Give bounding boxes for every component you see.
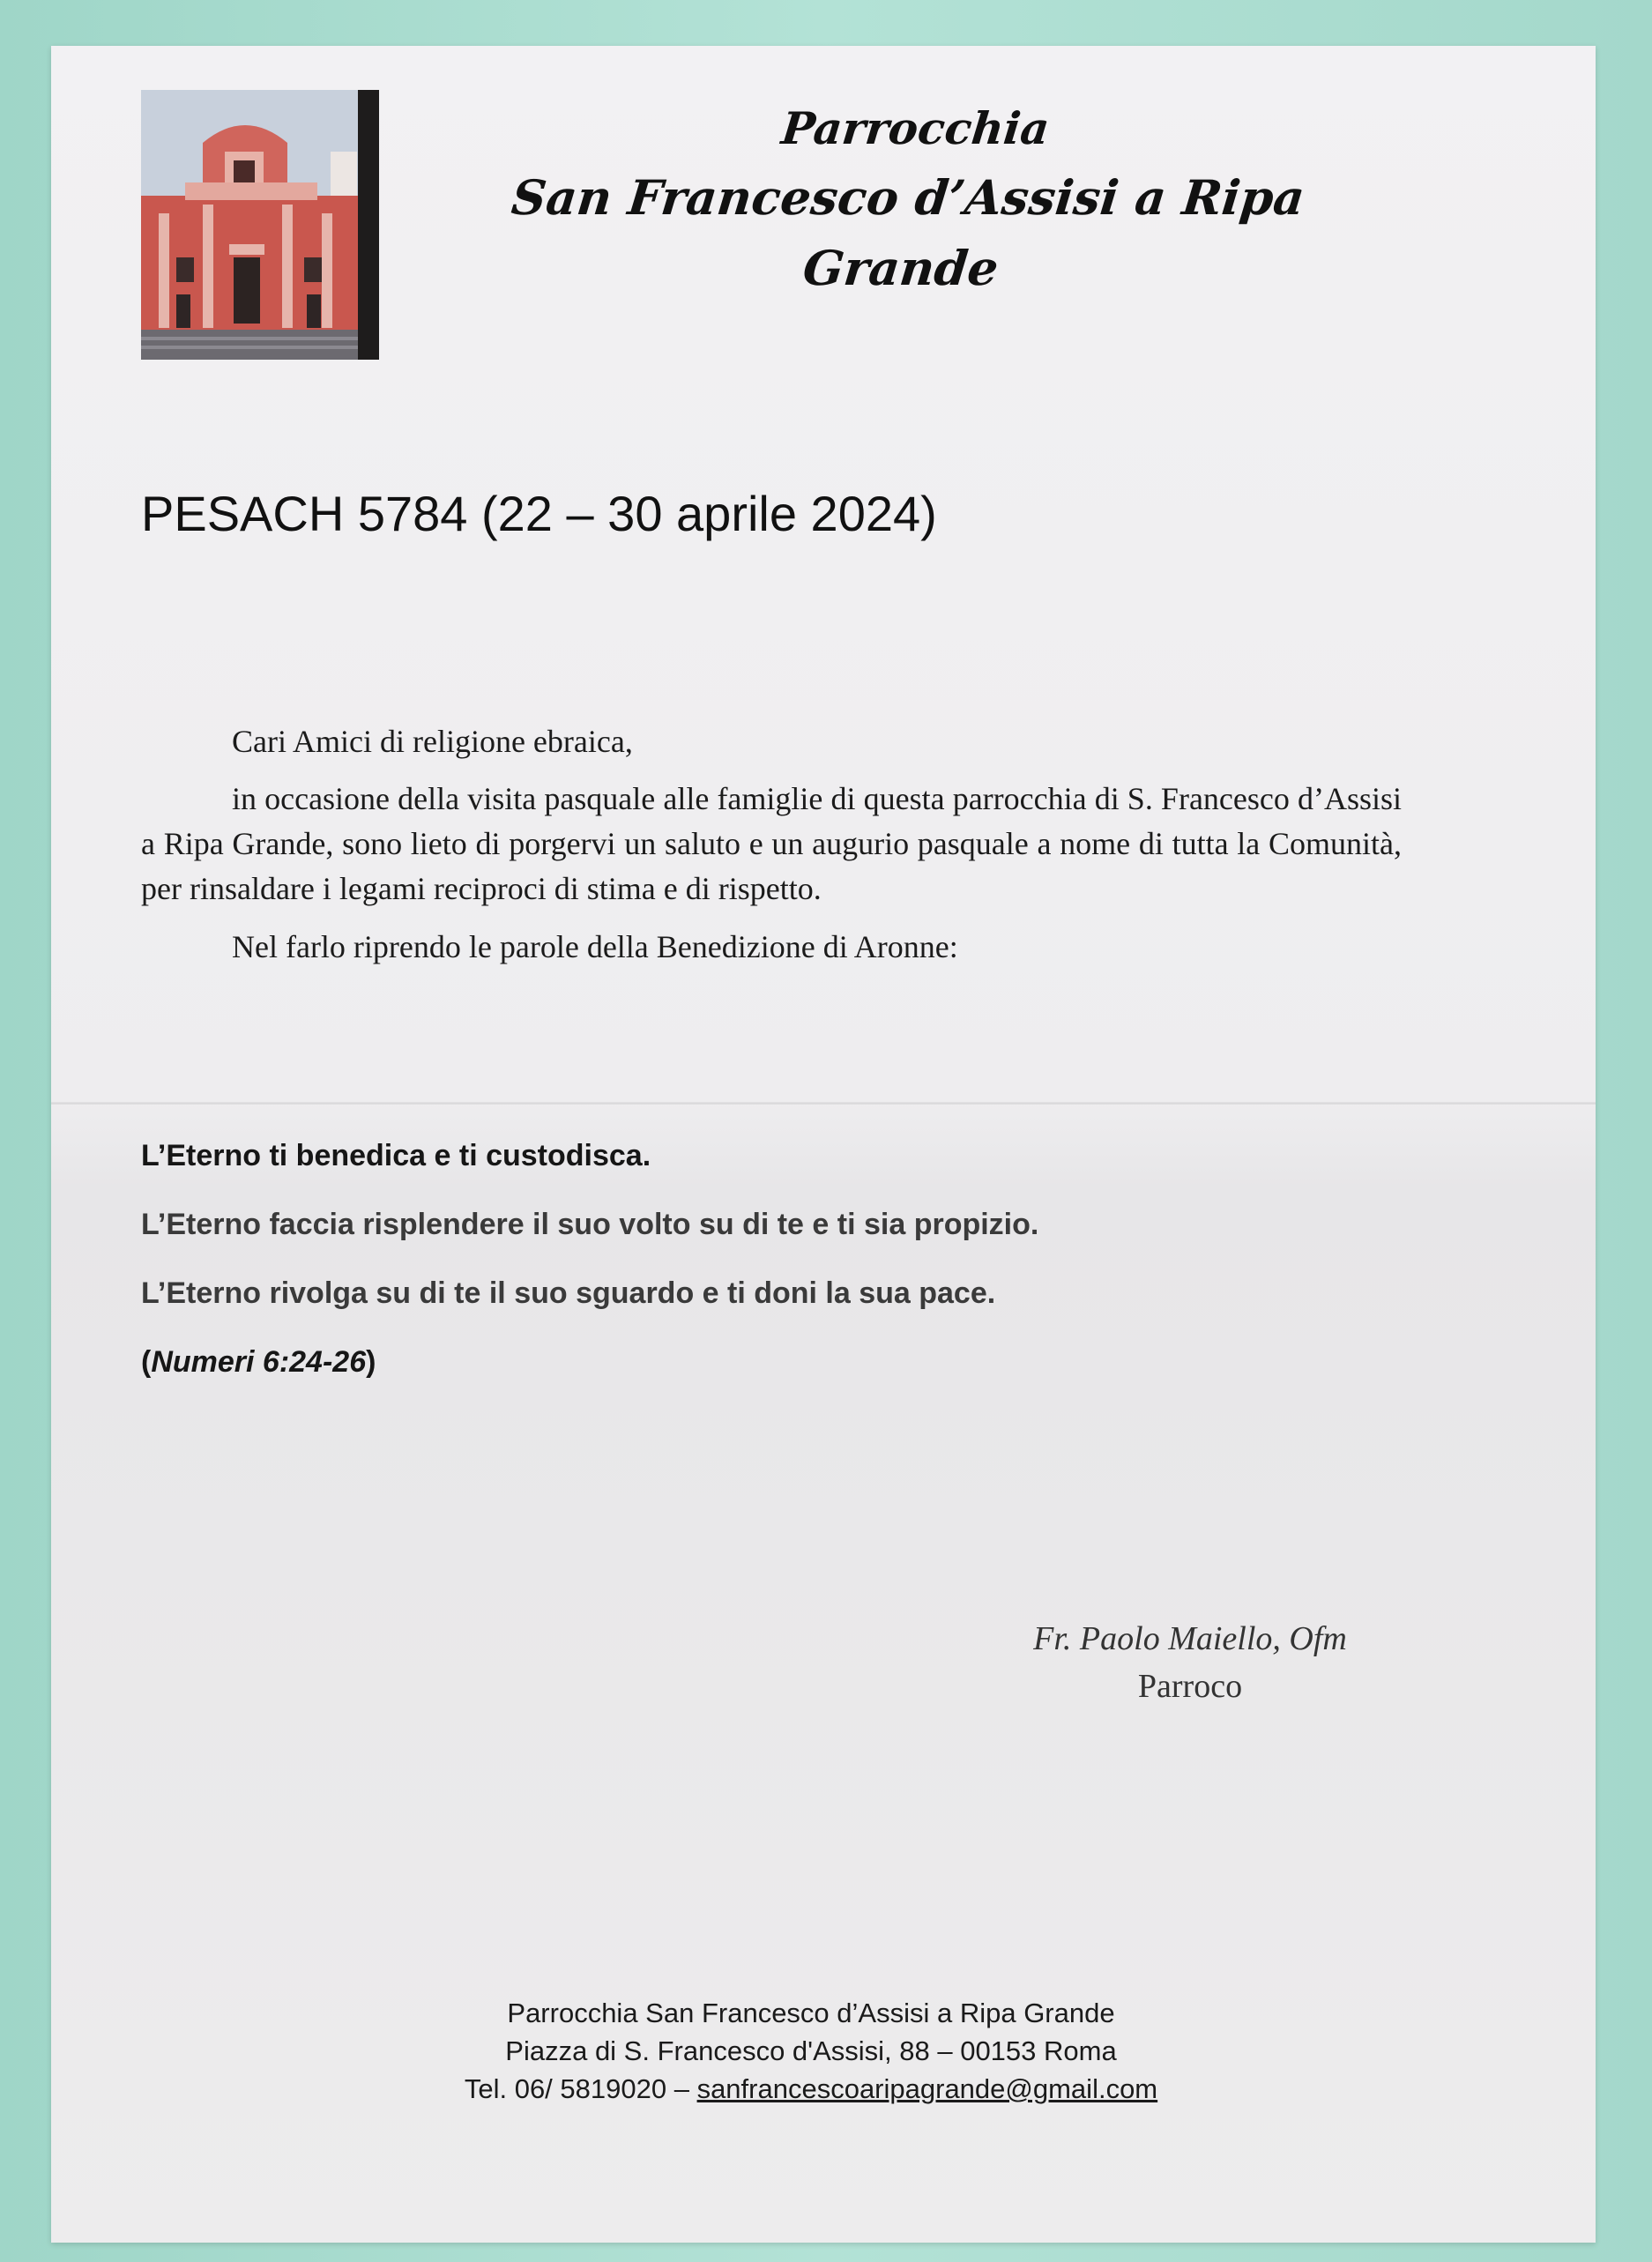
reference-text: Numeri 6:24-26 bbox=[151, 1345, 367, 1379]
footer-email-link[interactable]: sanfrancescoaripagrande@gmail.com bbox=[696, 2073, 1158, 2104]
aaronic-blessing bbox=[141, 1139, 1287, 1414]
parish-heading bbox=[465, 95, 1351, 303]
heading-line-parish-name: San Francesco d’Assisi a Ripa Grande bbox=[509, 169, 1308, 296]
signatory-name: Fr. Paolo Maiello, Ofm bbox=[1033, 1620, 1347, 1657]
church-photo bbox=[141, 90, 379, 360]
footer-parish-name: Parrocchia San Francesco d’Assisi a Ripa Grande bbox=[507, 1998, 1115, 2028]
blessing-line-3: L’Eterno rivolga su di te il suo sguardo e ti doni la sua pace. bbox=[141, 1276, 996, 1310]
letter-body bbox=[141, 719, 1402, 970]
reference-open-paren: ( bbox=[141, 1345, 152, 1379]
footer-address: Piazza di S. Francesco d'Assisi, 88 – 00153 Roma bbox=[505, 2035, 1117, 2066]
footer-contact bbox=[414, 2070, 1208, 2108]
signature-block bbox=[970, 1615, 1410, 1710]
heading-line-parrocchia: Parrocchia bbox=[778, 102, 1053, 154]
salutation: Cari Amici di religione ebraica, bbox=[232, 724, 633, 759]
blessing-reference bbox=[141, 1345, 1287, 1414]
signatory-role: Parroco bbox=[1137, 1668, 1243, 1705]
body-paragraph-1: in occasione della visita pasquale alle famiglie di questa parrocchia di S. Francesco d’Assisi a Ripa Grande, sono lieto di porgervi un saluto e un augurio pasquale a nome di tutta la Comunità, per rinsaldare i legami reciproci di stima e di rispetto. bbox=[141, 781, 1402, 906]
blessing-line-2: L’Eterno faccia risplendere il suo volto su di te e ti sia propizio. bbox=[141, 1208, 1039, 1241]
letter-footer bbox=[414, 1994, 1208, 2108]
letter-title: PESACH 5784 (22 – 30 aprile 2024) bbox=[141, 486, 937, 541]
body-paragraph-2: Nel farlo riprendo le parole della Benedizione di Aronne: bbox=[232, 929, 958, 964]
reference-close-paren: ) bbox=[366, 1345, 376, 1379]
paper-fold-crease bbox=[51, 1102, 1596, 1105]
blessing-line-1: L’Eterno ti benedica e ti custodisca. bbox=[141, 1139, 651, 1172]
footer-phone: Tel. 06/ 5819020 – bbox=[464, 2073, 697, 2104]
